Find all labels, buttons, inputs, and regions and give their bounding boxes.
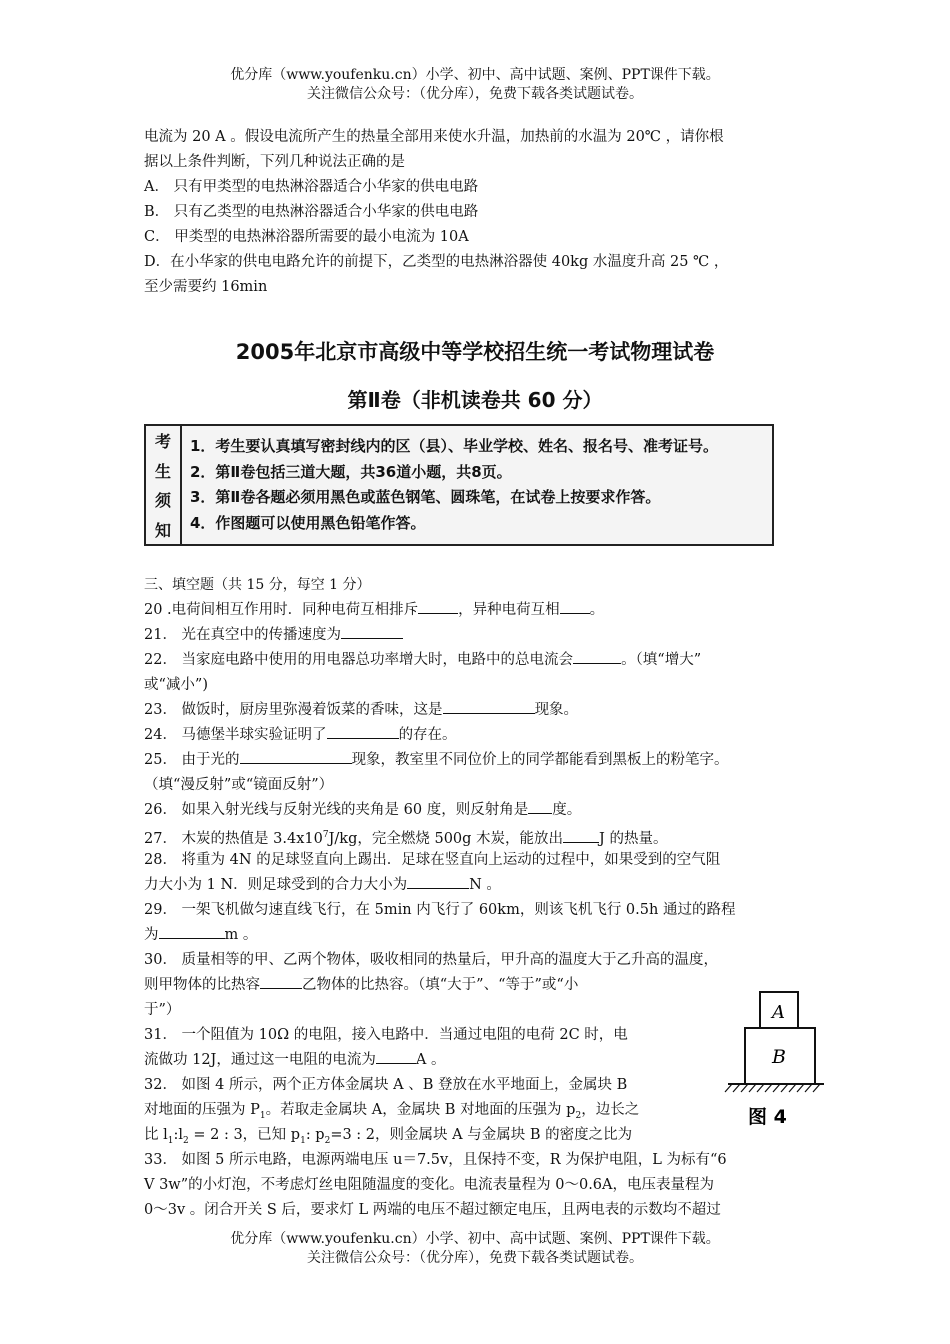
exam-subtitle: 第Ⅱ卷（非机读卷共 60 分） <box>347 388 603 412</box>
question-27: 27． 木炭的热值是 $3.4x10^7J/kg$，完全燃烧 500g 木炭，能放出 J 的热量。 <box>144 823 824 851</box>
question-30-cont: 则甲物体的比热容 乙物体的比热容。（填“大于”、“等于”或“小 <box>144 973 824 997</box>
answer-blank[interactable] <box>407 874 469 889</box>
question-25: 25． 由于光的 现象，教室里不同位价上的同学都能看到黑板上的粉笔字。 <box>144 748 824 772</box>
question-33-cont: V 3w”的小灯泡，不考虑灯丝电阻随温度的变化。电流表量程为 0～0.6A，电压表量程为 <box>144 1177 714 1193</box>
answer-blank[interactable] <box>159 924 225 939</box>
question-33-cont-2: 0～3v 。闭合开关 S 后，要求灯 L 两端的电压不超过额定电压，且两电表的示数均不超过 <box>144 1202 721 1218</box>
answer-blank[interactable] <box>560 599 590 614</box>
question-20: 20 .电荷间相互作用时．同种电荷互相排斥 ，异种电荷互相 。 <box>144 598 824 622</box>
notice-item: 3．第Ⅱ卷各题必须用黑色或蓝色钢笔、圆珠笔，在试卷上按要求作答。 <box>190 488 661 506</box>
header-line-2: 关注微信公众号：（优分库），免费下载各类试题试卷。 <box>307 86 643 102</box>
page-header <box>0 66 950 104</box>
question-32-cont-2: 比 $l_1:l_2 = 2$ : 3，已知 $p_1$: $p_2=3$ : 2，则金属块 A 与金属块 B 的密度之比为 <box>144 1127 633 1146</box>
notice-items <box>190 434 764 536</box>
answer-blank[interactable] <box>376 1049 416 1064</box>
question-22-cont: 或“减小”) <box>144 677 208 693</box>
question-21: 21． 光在真空中的传播速度为 <box>144 623 824 647</box>
notice-label <box>146 426 182 544</box>
option-a: A． 只有甲类型的电热淋浴器适合小华家的供电电路 <box>144 179 479 195</box>
notice-item: 2．第Ⅱ卷包括三道大题，共36道小题，共8页。 <box>190 462 512 481</box>
carryover-line-1: 电流为 20 A 。假设电流所产生的热量全部用来使水升温，加热前的水温为 20℃ ，请你根 <box>144 129 724 145</box>
question-28-cont: 力大小为 1 N．则足球受到的合力大小为 N 。 <box>144 873 824 897</box>
question-28: 28． 将重为 4N 的足球竖直向上踢出．足球在竖直向上运动的过程中，如果受到的空气阻 <box>144 852 721 868</box>
exam-title: 2005年北京市高级中等学校招生统一考试物理试卷 <box>235 340 715 364</box>
footer-line-2: 关注微信公众号：（优分库），免费下载各类试题试卷。 <box>307 1250 643 1266</box>
notice-item: 1．考生要认真填写密封线内的区（县）、毕业学校、姓名、报名号、准考证号。 <box>190 437 718 455</box>
answer-blank[interactable] <box>573 649 621 664</box>
figure-4 <box>720 985 830 1135</box>
question-29: 29． 一架飞机做匀速直线飞行，在 5min 内飞行了 60km，则该飞机飞行 0.5h 通过的路程 <box>144 902 736 918</box>
answer-blank[interactable] <box>443 699 535 714</box>
notice-label-char: 知 <box>154 520 171 540</box>
option-b: B． 只有乙类型的电热淋浴器适合小华家的供电电路 <box>144 204 479 220</box>
option-d-line-1: D．在小华家的供电电路允许的前提下，乙类型的电热淋浴器使 40kg 水温度升高 25 ℃ ， <box>144 254 729 270</box>
question-29-cont: 为 m 。 <box>144 923 824 947</box>
candidate-notice-box <box>144 424 774 546</box>
question-22: 22． 当家庭电路中使用的用电器总功率增大时，电路中的总电流会 。（填“增大” <box>144 648 824 672</box>
notice-label-char: 生 <box>154 461 171 481</box>
question-30-cont-2: 于”） <box>144 1002 181 1018</box>
question-30: 30． 质量相等的甲、乙两个物体，吸收相同的热量后，甲升高的温度大于乙升高的温度， <box>144 952 719 968</box>
block-a-label: A <box>772 1002 785 1023</box>
question-31-cont: 流做功 12J，通过这一电阻的电流为 A 。 <box>144 1048 824 1072</box>
carryover-line-2: 据以上条件判断，下列几种说法正确的是 <box>144 154 405 170</box>
option-c: C． 甲类型的电热淋浴器所需要的最小电流为 10A <box>144 229 469 245</box>
question-32: 32． 如图 4 所示，两个正方体金属块 A 、B 登放在水平地面上，金属块 B <box>144 1077 628 1093</box>
option-d-line-2: 至少需要约 16min <box>144 279 268 295</box>
answer-blank[interactable] <box>341 624 403 639</box>
answer-blank[interactable] <box>418 599 458 614</box>
answer-blank[interactable] <box>260 974 302 989</box>
answer-blank[interactable] <box>563 828 599 843</box>
question-24: 24． 马德堡半球实验证明了 的存在。 <box>144 723 824 747</box>
answer-blank[interactable] <box>240 749 352 764</box>
block-b-label: B <box>772 1046 786 1068</box>
header-line-1: 优分库（www.youfenku.cn）小学、初中、高中试题、案例、PPT课件下载。 <box>230 67 720 83</box>
question-31: 31． 一个阻值为 10Ω 的电阻，接入电路中．当通过电阻的电荷 2C 时，电 <box>144 1027 628 1043</box>
answer-blank[interactable] <box>528 799 552 814</box>
ground-hatching <box>725 1084 820 1092</box>
question-25-cont: （填“漫反射”或“镜面反射”） <box>144 777 334 793</box>
question-33: 33． 如图 5 所示电路，电源两端电压 u＝7.5v，且保持不变，R 为保护电阻，L 为标有“6 <box>144 1152 727 1168</box>
figure-caption: 图 4 <box>748 1106 787 1128</box>
question-32-cont: 对地面的压强为 $P_1$。若取走金属块 A，金属块 B 对地面的压强为 $p_2$，边长之 <box>144 1102 640 1121</box>
section-heading: 三、填空题（共 15 分，每空 1 分） <box>144 577 371 593</box>
question-23: 23． 做饭时，厨房里弥漫着饭菜的香味，这是 现象。 <box>144 698 824 722</box>
notice-label-char: 考 <box>154 432 171 452</box>
answer-blank[interactable] <box>327 724 399 739</box>
page-footer <box>0 1230 950 1268</box>
notice-item: 4．作图题可以使用黑色铅笔作答。 <box>190 513 426 532</box>
footer-line-1: 优分库（www.youfenku.cn）小学、初中、高中试题、案例、PPT课件下载。 <box>230 1231 720 1247</box>
question-26: 26． 如果入射光线与反射光线的夹角是 60 度，则反射角是 度。 <box>144 798 824 822</box>
notice-label-char: 须 <box>154 491 171 511</box>
